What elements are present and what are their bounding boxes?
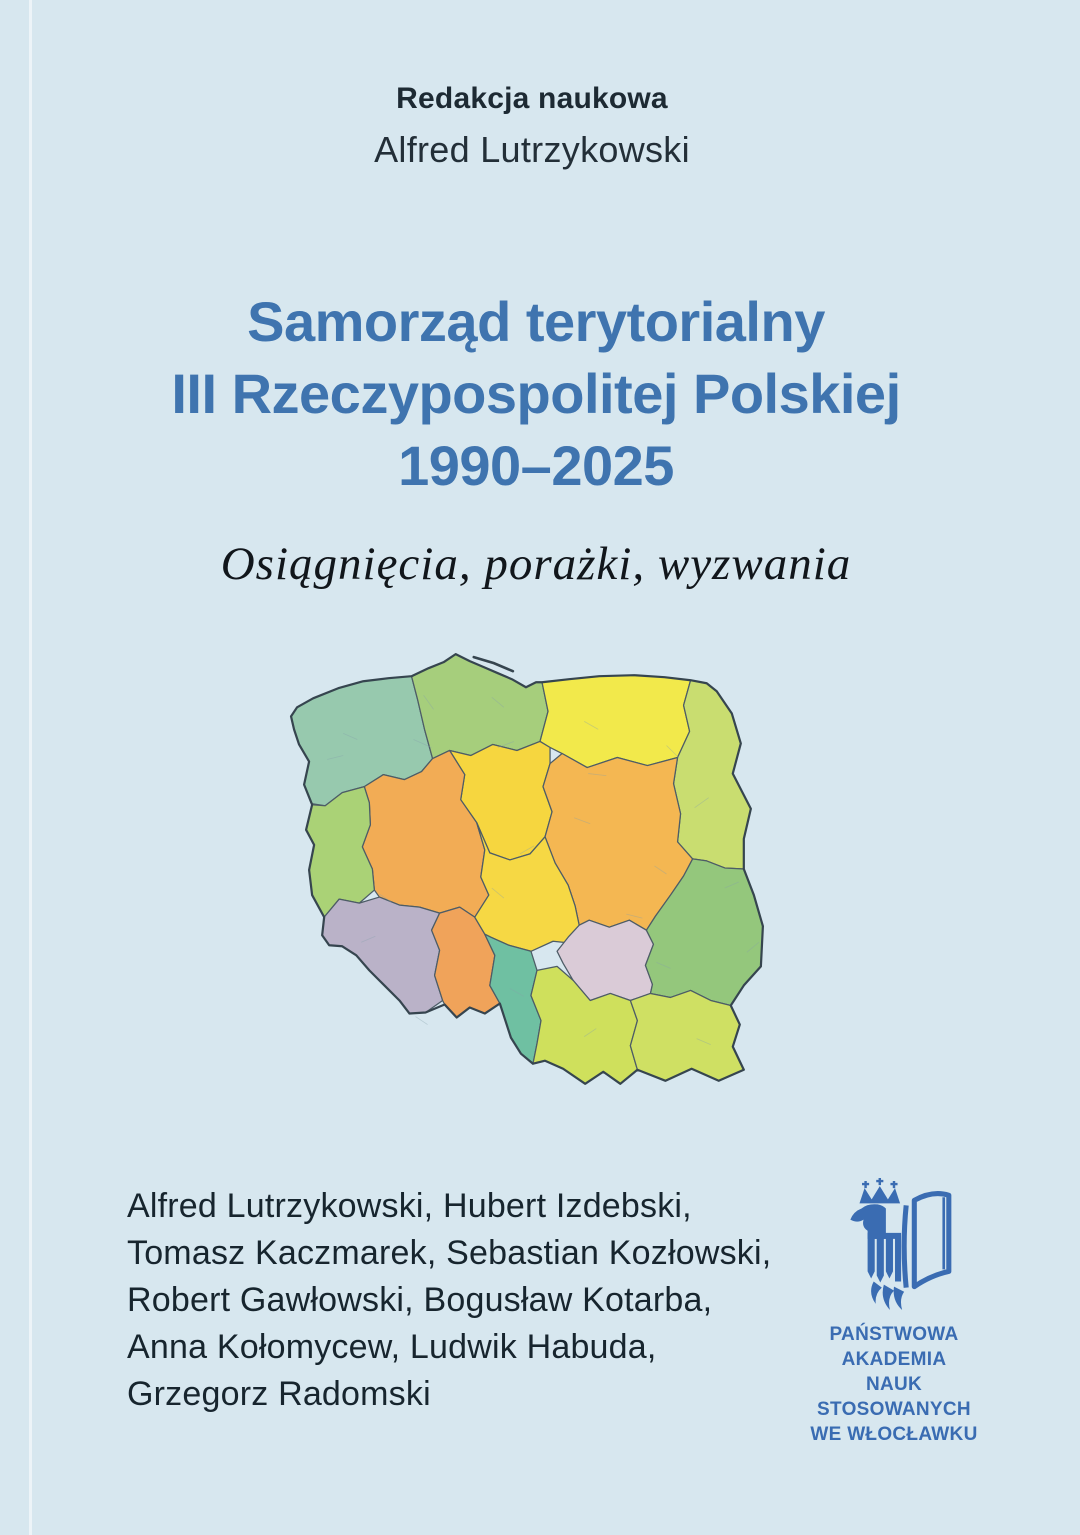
eagle-wing-feathers-icon xyxy=(868,1233,902,1283)
authors-list xyxy=(127,1183,771,1418)
region-dolnoslaskie xyxy=(322,897,442,1013)
region-podkarpackie xyxy=(630,990,743,1080)
book-subtitle: Osiągnięcia, porażki, wyzwania xyxy=(220,538,852,590)
eagle-and-open-book-logo xyxy=(830,1178,958,1312)
eagle-tail-icon xyxy=(871,1282,904,1310)
authors-line: Robert Gawłowski, Bogusław Kotarba, xyxy=(127,1281,713,1319)
crown-icon xyxy=(859,1186,900,1203)
authors-line: Tomasz Kaczmarek, Sebastian Kozłowski, xyxy=(127,1234,772,1272)
region-pomorskie xyxy=(412,654,549,758)
publisher-name xyxy=(788,1322,1000,1447)
publisher-line-3: WE WŁOCŁAWKU xyxy=(810,1424,978,1445)
region-podlaskie xyxy=(674,680,751,869)
book-title xyxy=(0,286,1072,502)
region-lubuskie xyxy=(306,787,374,918)
title-line-3: 1990–2025 xyxy=(398,434,674,497)
authors-line: Grzegorz Radomski xyxy=(127,1375,431,1413)
cover-crease-line xyxy=(29,0,32,1535)
publisher-block xyxy=(788,1178,1000,1447)
publisher-line-1: PAŃSTWOWA AKADEMIA xyxy=(829,1324,959,1370)
editor-label: Redakcja naukowa xyxy=(396,82,668,115)
authors-line: Alfred Lutrzykowski, Hubert Izdebski, xyxy=(127,1187,692,1225)
publisher-line-2: NAUK STOSOWANYCH xyxy=(817,1374,971,1420)
authors-line: Anna Kołomycew, Ludwik Habuda, xyxy=(127,1328,657,1366)
title-line-1: Samorząd terytorialny xyxy=(247,290,825,353)
poland-voivodeships-map xyxy=(283,653,790,1105)
open-book-left-page-icon xyxy=(904,1205,906,1287)
title-line-2: III Rzeczypospolitej Polskiej xyxy=(171,362,901,425)
editor-name: Alfred Lutrzykowski xyxy=(374,129,690,170)
